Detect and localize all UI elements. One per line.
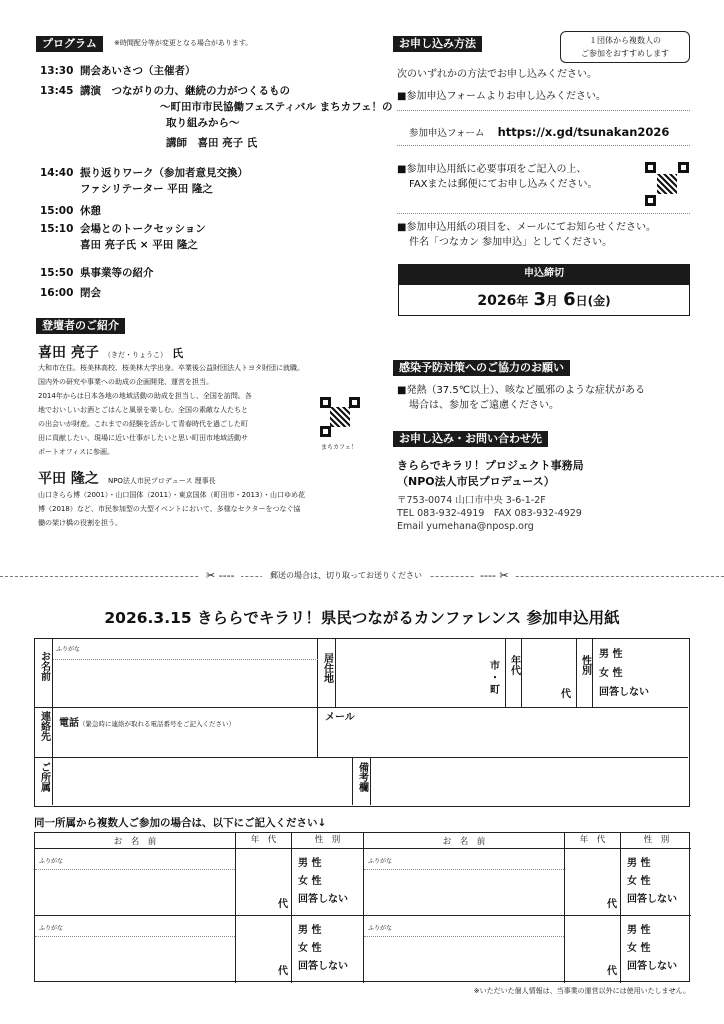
deadline-year-unit: 年 [516,294,529,308]
col-age: 年 代 [235,833,291,849]
program-item [40,100,393,115]
name-label-text: お名前 [38,651,50,681]
age-suffix: 代 [607,899,617,910]
privacy-note: ※いただいた個人情報は、当事業の運営以外には使用いたしません。 [473,987,690,995]
city-label: 市 [490,661,500,672]
apply-method1: ■参加申込フォームよりお申し込みください。 [397,91,606,102]
age-label-text: 年代 [508,655,520,675]
speaker1-honorific: 氏 [172,347,184,360]
multi-gender-options[interactable] [620,849,692,916]
phone-label: 電話 [59,718,79,729]
speaker1-kana: （きだ・りょうこ） [103,351,167,359]
gender-female-option[interactable]: 女 性 [298,943,322,954]
col-name: お 名 前 [442,837,486,847]
affiliation-field[interactable] [53,757,353,805]
bio-line: 大和市在住。桜美林高校、桜美林大学出身。卒業後公益財団法人トヨタ財団に就職。 [38,364,304,372]
gender-male-option[interactable]: 男 性 [627,858,651,869]
contact-tag: お申し込み・お問い合わせ先 [393,431,548,447]
divider [364,869,564,870]
multi-age-field[interactable] [235,916,291,983]
form-url-link[interactable]: https://x.gd/tsunakan2026 [497,125,670,139]
program-text: 喜田 亮子氏 × 平田 隆之 [80,239,198,251]
deadline-day-unit: 日 [575,294,588,308]
multi-name-field[interactable] [35,916,235,983]
furigana-label: ふりがな [39,925,64,932]
phone-note: （緊急時に連絡が取れる電話番号をご記入ください） [79,720,235,728]
program-item [40,266,154,281]
bio-line: 国内外の研究や事業への助成の企画開発、運営を担当。 [38,378,213,386]
program-time: 15:00 [40,205,74,217]
contact-label-text: 連絡先 [38,711,50,741]
contact-org2: （NPO法人市民プロデュース） [397,475,555,488]
remarks-label [353,757,371,805]
divider [397,145,690,146]
apply-method3b: 件名「つなカン 参加申込」としてください。 [409,237,613,248]
apply-method2b: FAXまたは郵便にてお申し込みください。 [409,179,598,190]
contact-tel-fax: TEL 083-932-4919 FAX 083-932-4929 [397,508,582,519]
bio-line: ポートオフィスに参画。 [38,448,115,456]
apply-method3a: ■参加申込用紙の項目を、メールにてお知らせください。 [397,222,656,233]
application-form [34,638,690,807]
bio-line: 田に貢献したい、現場に近い仕事がしたいと思い町田市地域活動サ [38,434,248,442]
gender-male-option[interactable]: 男 性 [298,925,322,936]
dot: ・ [490,673,500,684]
divider [53,659,318,660]
furigana-label: ふりがな [56,646,81,653]
apply-tag: お申し込み方法 [393,36,482,52]
infection-tag: 感染予防対策へのご協力のお願い [393,360,570,376]
program-time: 15:10 [40,223,74,235]
col-age: 年 代 [564,833,620,849]
program-item [40,84,290,99]
speaker2-heading [38,468,216,488]
furigana-label: ふりがな [368,858,393,865]
bio-line: 2014年からは日本各地の地域活動の助成を担当し、全国を訪問。各 [38,392,252,400]
program-item [40,222,206,237]
divider [397,213,690,214]
recommend-bubble [560,31,690,63]
qr-code-form-icon[interactable] [645,162,689,206]
age-suffix: 代 [607,966,617,977]
program-item [40,286,101,301]
bubble-line1: １団体から複数人の [589,36,661,45]
gender-noanswer-option[interactable]: 回答しない [599,687,649,698]
address-label-text: 居住地 [321,653,333,683]
gender-label-text: 性別 [579,655,591,675]
bio-line: 地でおいしいお酒とごはんと風景を楽しむ。全国の素敵な人たちと [38,406,248,414]
bio-line: 博（2018）など、市民参加型の大型イベントにおいて、多様なセクターをつなぐ協 [38,505,301,513]
multi-participant-table [34,832,690,982]
divider [35,936,235,937]
multi-row [35,849,363,916]
gender-male-option[interactable]: 男 性 [298,858,322,869]
program-item [40,64,196,79]
age-field[interactable] [522,639,577,707]
gender-label [577,639,593,707]
form-label: 参加申込フォーム [409,128,485,139]
bubble-line2: ご参加をおすすめします [580,49,670,58]
age-suffix: 代 [561,689,571,700]
gender-female-option[interactable]: 女 性 [599,668,623,679]
gender-options[interactable] [599,645,649,702]
multi-name-field[interactable] [364,916,564,983]
gender-noanswer-option[interactable]: 回答しない [627,961,677,972]
age-suffix: 代 [278,899,288,910]
multi-gender-options[interactable] [620,916,692,983]
deadline-weekday: (金) [587,294,611,308]
infection-line2: 場合は、参加をご遠慮ください。 [409,400,559,411]
form-title: 2026.3.15 きららでキラリ！県民つながるカンファレンス 参加申込用紙 [104,609,620,627]
multi-age-field[interactable] [564,916,620,983]
contact-email[interactable]: Email yumehana@nposp.org [397,521,534,532]
gender-male-option[interactable]: 男 性 [599,649,623,660]
program-time: 15:50 [40,267,74,279]
remarks-field[interactable] [371,757,688,805]
deadline-month-unit: 月 [545,294,558,308]
col-name: お 名 前 [113,837,157,847]
program-note: ※時間配分等が変更となる場合があります。 [114,39,253,47]
furigana-label: ふりがな [368,925,393,932]
scissors-icon: ---- ✂ [474,569,515,582]
cut-text: 郵送の場合は、切り取ってお送りください [262,570,430,581]
multi-gender-options[interactable] [291,916,363,983]
program-item [40,238,198,253]
program-text: 開会あいさつ（主催者） [80,65,196,77]
age-label [506,639,522,707]
program-text: 取り組みから～ [166,117,240,129]
program-text: 休憩 [80,205,101,217]
contact-label [35,707,53,757]
program-time: 14:40 [40,167,74,179]
address-label [318,639,336,707]
form-link-row [409,121,669,140]
gender-noanswer-option[interactable]: 回答しない [298,894,348,905]
program-text: 講演 つながりの力、継続の力がつくるもの [80,85,290,97]
col-gender: 性 別 [291,833,363,849]
town-label: 町 [490,685,500,696]
deadline-day: 6 [563,289,576,310]
age-suffix: 代 [278,966,288,977]
divider [35,869,235,870]
col-gender: 性 別 [620,833,692,849]
bio-line: 山口きらら博（2001）・山口国体（2011）・東京国体（町田市・2013）・山口ゆめ花 [38,491,305,499]
apply-method2a: ■参加申込用紙に必要事項をご記入の上、 [397,164,587,175]
multi-name-field[interactable] [35,849,235,916]
gender-male-option[interactable]: 男 性 [627,925,651,936]
program-time: 13:45 [40,85,74,97]
remarks-label-text: 備考欄 [356,762,368,792]
speaker2-role: NPO法人市民プロデュース 理事長 [107,477,216,485]
multi-age-field[interactable] [235,849,291,916]
program-item [40,116,240,131]
multi-header [363,833,691,849]
scissors-icon: ✂ ---- [200,569,241,582]
multi-row [363,849,691,916]
multi-title: 同一所属から複数人ご参加の場合は、以下にご記入ください↓ [34,817,327,829]
program-text: 振り返りワーク（参加者意見交換） [80,167,248,179]
program-item [40,204,101,219]
gender-female-option[interactable]: 女 性 [627,943,651,954]
mail-field[interactable] [318,707,688,757]
gender-female-option[interactable]: 女 性 [627,876,651,887]
multi-age-field[interactable] [564,849,620,916]
gender-noanswer-option[interactable]: 回答しない [298,961,348,972]
address-field[interactable] [336,639,506,707]
bio-line: 働の架け橋の役割を担う。 [38,519,122,527]
bio-line: の出会いが財産。これまでの経験を活かして青春時代を過ごした町 [38,420,248,428]
program-text: 県事業等の紹介 [80,267,154,279]
contact-address: 〒753-0074 山口市中央 3-6-1-2F [397,495,546,506]
multi-row [35,916,363,983]
speaker2-name: 平田 隆之 [38,471,99,487]
deadline-label: 申込締切 [398,264,690,284]
phone-field[interactable] [53,707,318,757]
program-text: ～町田市市民協働フェスティバル まちカフェ！の [160,101,393,113]
multi-header [35,833,363,849]
name-field[interactable] [53,639,318,707]
speaker1-name: 喜田 亮子 [38,345,99,361]
program-text: 会場とのトークセッション [80,223,206,235]
program-tag: プログラム [36,36,103,52]
program-item [40,182,213,197]
deadline-year: 2026 [477,293,517,309]
city-town-label [489,661,501,697]
speaker1-heading [38,342,183,362]
qr-code-machicafe-icon[interactable] [320,397,360,437]
gender-noanswer-option[interactable]: 回答しない [627,894,677,905]
divider [364,936,564,937]
gender-female-option[interactable]: 女 性 [298,876,322,887]
multi-row [363,916,691,983]
multi-gender-options[interactable] [291,849,363,916]
program-text: 講師 喜田 亮子 氏 [166,137,258,149]
program-item [40,136,257,151]
deadline-month: 3 [533,289,546,310]
multi-name-field[interactable] [364,849,564,916]
program-text: 閉会 [80,287,101,299]
affiliation-label [35,757,53,805]
speakers-tag: 登壇者のご紹介 [36,318,125,334]
affiliation-label-text: ご所属 [38,762,50,792]
deadline-date [398,284,690,316]
name-label [35,639,53,707]
furigana-label: ふりがな [39,858,64,865]
program-item [40,166,248,181]
program-time: 16:00 [40,287,74,299]
program-time: 13:30 [40,65,74,77]
program-text: ファシリテーター 平田 隆之 [80,183,213,195]
contact-org1: きららでキラリ！プロジェクト事務局 [397,459,584,472]
contact-details [397,494,582,533]
infection-line1: ■発熱（37.5℃以上）、咳など風邪のような症状がある [397,385,645,396]
qr-caption: まちカフェ！ [321,444,357,451]
mail-label: メール [325,712,355,723]
apply-intro: 次のいずれかの方法でお申し込みください。 [397,69,597,80]
divider [397,110,690,111]
